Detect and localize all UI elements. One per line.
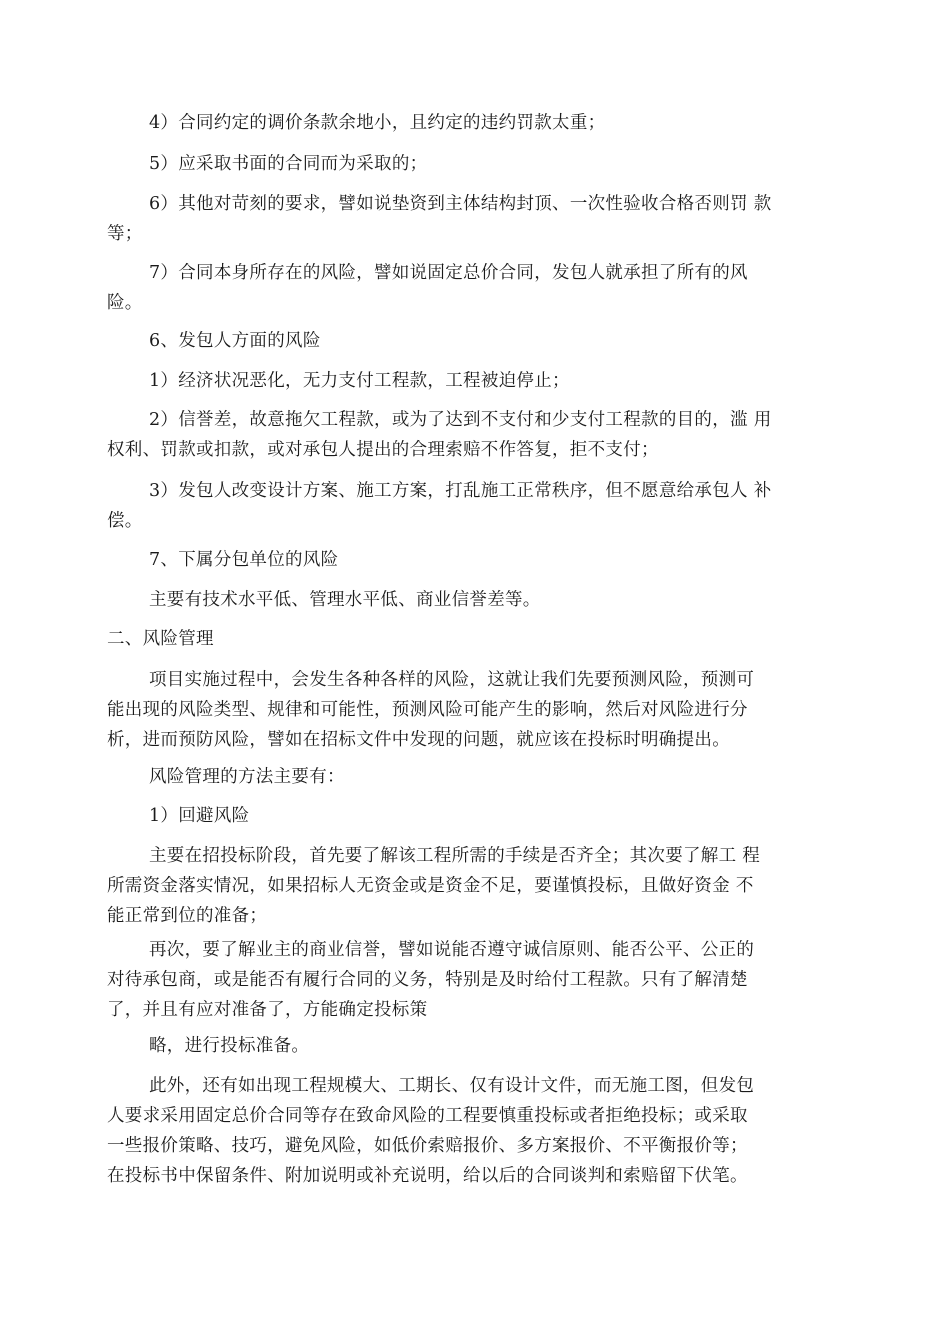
paragraph-item-1 — [107, 366, 859, 396]
text-line: 权利、罚款或扣款，或对承包人提出的合理索赔不作答复，拒不支付； — [107, 440, 659, 460]
paragraph-continuation — [107, 1031, 859, 1061]
text-line: 6）其他对苛刻的要求，譬如说垫资到主体结构封顶、一次性验收合格否则罚 款 — [149, 194, 772, 214]
text-line: 3）发包人改变设计方案、施工方案，打乱施工正常秩序，但不愿意给承包人 补 — [149, 481, 772, 501]
text-line: 主要在招投标阶段，首先要了解该工程所需的手续是否齐全；其次要了解工 程 — [149, 846, 761, 866]
text-line: 1）回避风险 — [149, 806, 250, 826]
text-line: 偿。 — [107, 511, 143, 531]
text-line: 对待承包商，或是能否有履行合同的义务，特别是及时给付工程款。只有了解清楚 — [107, 970, 748, 990]
text-line: 再次，要了解业主的商业信誉，譬如说能否遵守诚信原则、能否公平、公正的 — [149, 940, 755, 960]
paragraph-intro — [107, 665, 859, 755]
text-line: 析，进而预防风险，譬如在招标文件中发现的问题，就应该在投标时明确提出。 — [107, 730, 730, 750]
text-line: 险。 — [107, 293, 143, 313]
text-line: 项目实施过程中，会发生各种各样的风险，这就让我们先要预测风险，预测可 — [149, 670, 755, 690]
text-line: 人要求采用固定总价合同等存在致命风险的工程要慎重投标或者拒绝投标；或采取 — [107, 1106, 748, 1126]
paragraph-item-3 — [107, 476, 859, 536]
text-line: 二、风险管理 — [107, 629, 214, 649]
text-line: 了，并且有应对准备了，方能确定投标策 — [107, 1000, 428, 1020]
text-line: 6、发包人方面的风险 — [149, 331, 321, 351]
paragraph-summary — [107, 585, 859, 615]
text-line: 能正常到位的准备； — [107, 906, 268, 926]
text-line: 在投标书中保留条件、附加说明或补充说明，给以后的合同谈判和索赔留下伏笔。 — [107, 1166, 748, 1186]
text-line: 4）合同约定的调价条款余地小，且约定的违约罚款太重； — [149, 113, 606, 133]
text-line: 风险管理的方法主要有： — [149, 767, 345, 787]
section-heading-risk-management — [107, 624, 859, 654]
paragraph-additional — [107, 1071, 859, 1191]
paragraph-item-6 — [107, 189, 859, 249]
text-line: 此外，还有如出现工程规模大、工期长、仅有设计文件，而无施工图，但发包 — [149, 1076, 755, 1096]
paragraph-methods — [107, 762, 859, 792]
paragraph-item-7 — [107, 258, 859, 318]
paragraph-owner-credit — [107, 935, 859, 1025]
text-line: 7、下属分包单位的风险 — [149, 550, 339, 570]
text-line: 能出现的风险类型、规律和可能性，预测风险可能产生的影响，然后对风险进行分 — [107, 700, 748, 720]
text-line: 主要有技术水平低、管理水平低、商业信誉差等。 — [149, 590, 541, 610]
text-line: 7）合同本身所存在的风险，譬如说固定总价合同，发包人就承担了所有的风 — [149, 263, 748, 283]
paragraph-avoid-risk — [107, 801, 859, 831]
text-line: 一些报价策略、技巧，避免风险，如低价索赔报价、多方案报价、不平衡报价等； — [107, 1136, 748, 1156]
paragraph-item-4 — [107, 108, 859, 138]
section-heading-6 — [107, 326, 859, 356]
paragraph-item-2 — [107, 405, 859, 465]
paragraph-bidding-stage — [107, 841, 859, 931]
text-line: 5）应采取书面的合同而为采取的； — [149, 154, 428, 174]
text-line: 所需资金落实情况，如果招标人无资金或是资金不足，要谨慎投标，且做好资金 不 — [107, 876, 754, 896]
text-line: 略，进行投标准备。 — [149, 1036, 310, 1056]
paragraph-item-5 — [107, 149, 859, 179]
section-heading-7 — [107, 545, 859, 575]
text-line: 2）信誉差，故意拖欠工程款，或为了达到不支付和少支付工程款的目的，滥 用 — [149, 410, 772, 430]
text-line: 1）经济状况恶化，无力支付工程款，工程被迫停止； — [149, 371, 570, 391]
text-line: 等； — [107, 224, 143, 244]
